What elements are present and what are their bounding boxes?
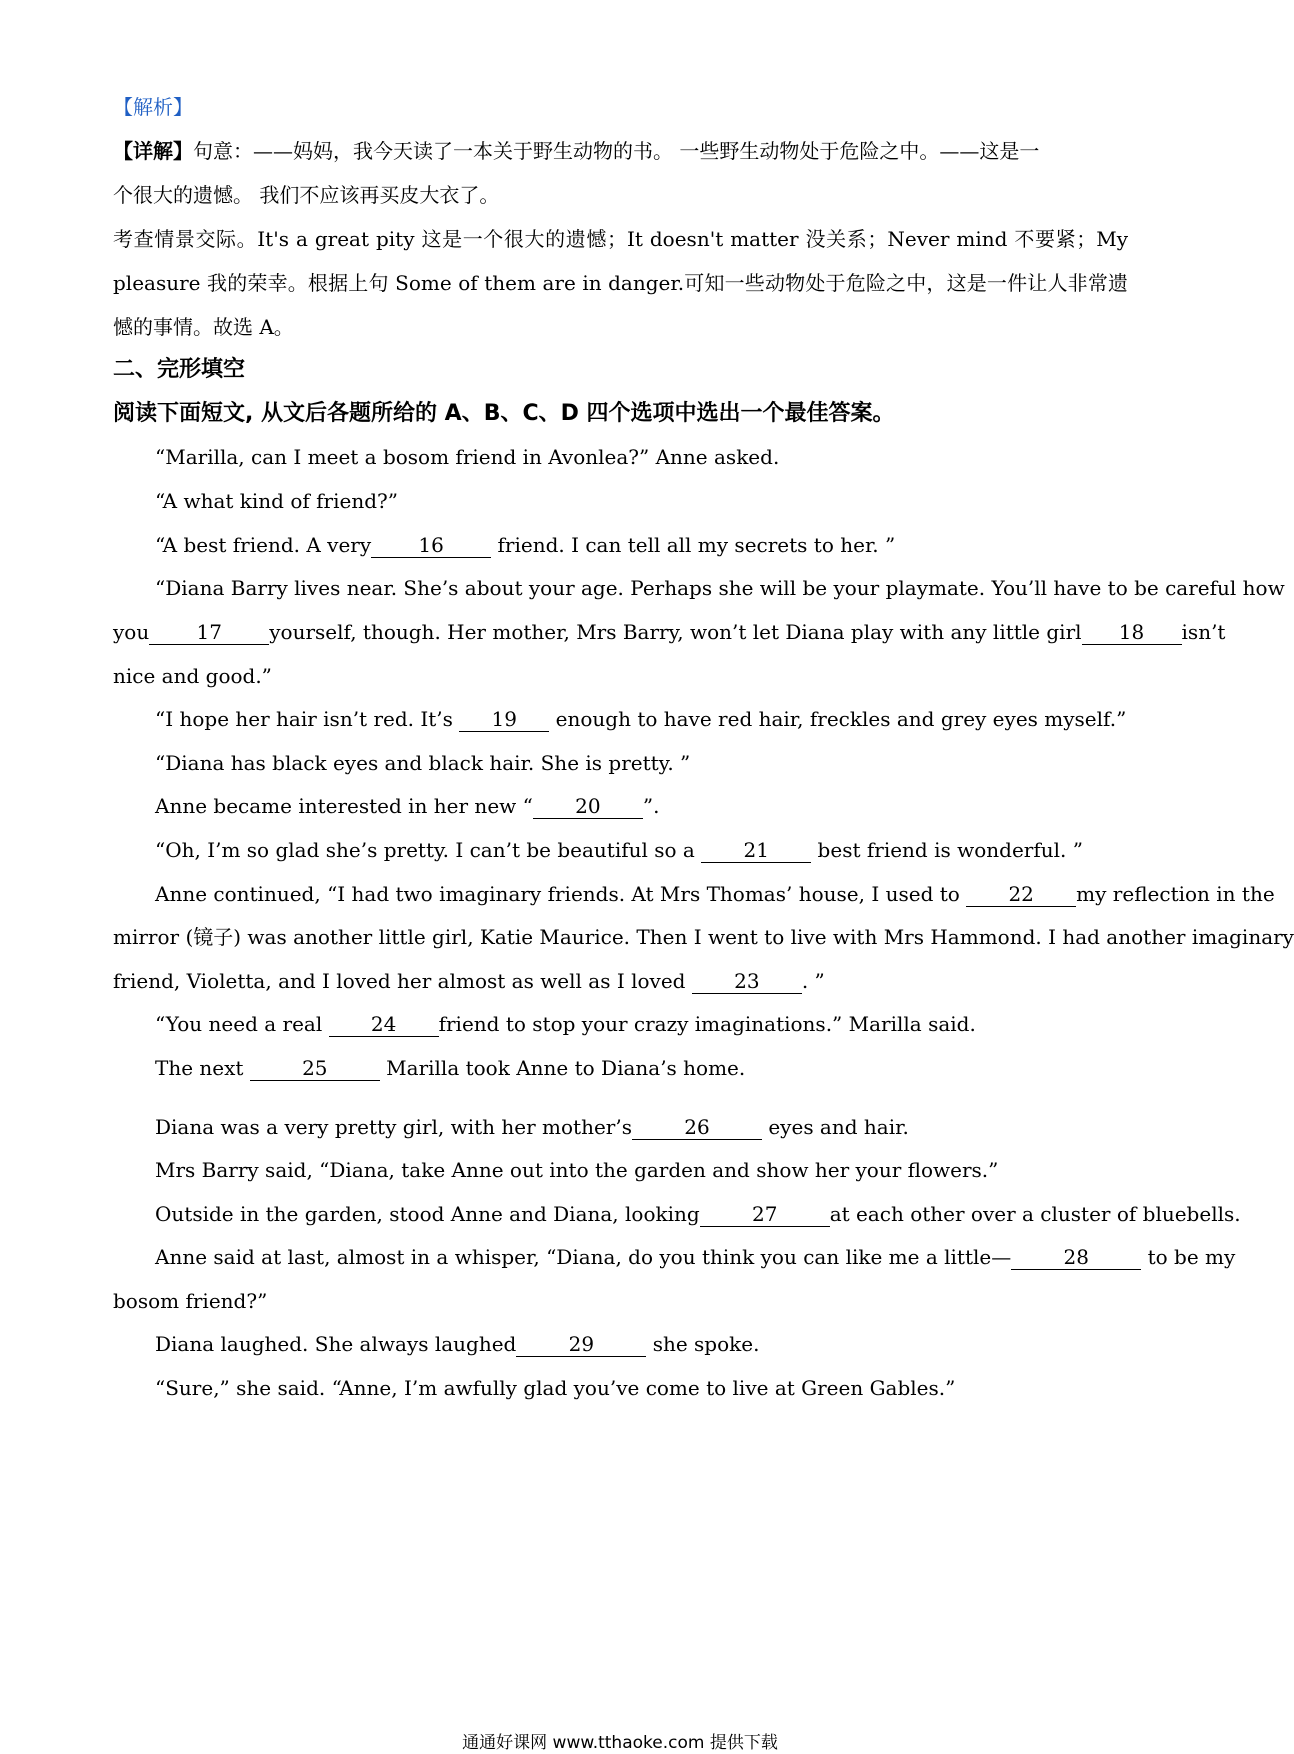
- passage-line-21: [155, 1329, 759, 1359]
- text-segment: “A best friend. A very: [155, 533, 372, 557]
- detail-tag: 【详解】: [113, 139, 193, 163]
- passage-line-4: “Diana Barry lives near. She’s about your age. Perhaps she will be your playmate. You’ll have to be careful how: [155, 576, 1285, 600]
- passage-line-10: [155, 835, 1083, 865]
- explanation-line-1: 考查情景交际。It's a great pity 这是一个很大的遗憾；It doesn't matter 没关系；Never mind 不要紧；My: [113, 227, 1128, 251]
- detail-line-1: [113, 136, 1039, 166]
- passage-line-7: [155, 704, 1126, 734]
- text-segment: Marilla took Anne to Diana’s home.: [379, 1056, 746, 1080]
- passage-line-6: nice and good.”: [113, 664, 272, 688]
- text-segment: Anne continued, “I had two imaginary friends. At Mrs Thomas’ house, I used to: [155, 882, 967, 906]
- passage-line-17: Mrs Barry said, “Diana, take Anne out into the garden and show her your flowers.”: [155, 1158, 999, 1182]
- text-segment: she spoke.: [646, 1332, 760, 1356]
- text-segment: . ”: [801, 969, 825, 993]
- text-segment: enough to have red hair, freckles and grey eyes myself.”: [549, 707, 1127, 731]
- blank-26: 26: [632, 1115, 762, 1140]
- text-segment: Outside in the garden, stood Anne and Diana, looking: [155, 1202, 700, 1226]
- text-segment: eyes and hair.: [761, 1115, 909, 1139]
- explanation-line-2: pleasure 我的荣幸。根据上句 Some of them are in danger.可知一些动物处于危险之中，这是一件让人非常遗: [113, 271, 1128, 295]
- blank-28: 28: [1011, 1245, 1141, 1270]
- passage-line-11: [155, 879, 1275, 909]
- blank-27: 27: [700, 1202, 830, 1227]
- passage-line-14: [155, 1009, 976, 1039]
- passage-line-8: “Diana has black eyes and black hair. She is pretty. ”: [155, 751, 691, 775]
- blank-25: 25: [250, 1056, 380, 1081]
- page-footer: 通通好课网 www.tthaoke.com 提供下载: [462, 1733, 778, 1753]
- text-segment: “Oh, I’m so glad she’s pretty. I can’t be beautiful so a: [155, 838, 702, 862]
- passage-line-20: bosom friend?”: [113, 1289, 268, 1313]
- passage-line-15: [155, 1053, 745, 1083]
- text-segment: ”.: [642, 794, 660, 818]
- blank-22: 22: [966, 882, 1076, 907]
- analysis-tag: 【解析】: [113, 95, 193, 119]
- passage-line-22: “Sure,” she said. “Anne, I’m awfully glad you’ve come to live at Green Gables.”: [155, 1376, 956, 1400]
- text-segment: friend to stop your crazy imaginations.” Marilla said.: [438, 1012, 976, 1036]
- text-segment: you: [113, 620, 150, 644]
- blank-17: 17: [149, 620, 269, 645]
- passage-line-19: [155, 1242, 1235, 1272]
- text-segment: The next: [155, 1056, 250, 1080]
- blank-23: 23: [692, 969, 802, 994]
- text-segment: friend. I can tell all my secrets to her. ”: [491, 533, 896, 557]
- passage-line-5: [113, 617, 1225, 647]
- passage-line-9: [155, 791, 659, 821]
- explanation-line-3: 憾的事情。故选 A。: [113, 315, 294, 339]
- passage-line-3: [155, 530, 895, 560]
- blank-16: 16: [371, 533, 491, 558]
- text-segment: “I hope her hair isn’t red. It’s: [155, 707, 460, 731]
- text-segment: Anne said at last, almost in a whisper, “Diana, do you think you can like me a little—: [155, 1245, 1012, 1269]
- passage-line-1: “Marilla, can I meet a bosom friend in Avonlea?” Anne asked.: [155, 445, 780, 469]
- passage-line-16: [155, 1112, 909, 1142]
- text-segment: Anne became interested in her new “: [155, 794, 533, 818]
- blank-19: 19: [459, 707, 549, 732]
- blank-18: 18: [1082, 620, 1182, 645]
- text-segment: yourself, though. Her mother, Mrs Barry, won’t let Diana play with any little girl: [269, 620, 1082, 644]
- passage-line-13: [113, 966, 825, 996]
- section-instruction: 阅读下面短文, 从文后各题所给的 A、B、C、D 四个选项中选出一个最佳答案。: [113, 401, 895, 426]
- text-segment: isn’t: [1181, 620, 1226, 644]
- text-segment: Diana laughed. She always laughed: [155, 1332, 517, 1356]
- blank-24: 24: [329, 1012, 439, 1037]
- passage-line-2: “A what kind of friend?”: [155, 489, 398, 513]
- text-segment: Diana was a very pretty girl, with her mother’s: [155, 1115, 632, 1139]
- text-segment: friend, Violetta, and I loved her almost as well as I loved: [113, 969, 692, 993]
- text-segment: to be my: [1141, 1245, 1236, 1269]
- detail-line-2: 个很大的遗憾。 我们不应该再买皮大衣了。: [113, 183, 500, 207]
- blank-29: 29: [516, 1332, 646, 1357]
- blank-21: 21: [701, 838, 811, 863]
- text-segment: best friend is wonderful. ”: [811, 838, 1083, 862]
- passage-line-12: mirror (镜子) was another little girl, Katie Maurice. Then I went to live with Mrs Hammond. I had another imaginary: [113, 925, 1294, 949]
- text-segment: “You need a real: [155, 1012, 329, 1036]
- text-segment: my reflection in the: [1076, 882, 1275, 906]
- detail-text-1: 句意：——妈妈，我今天读了一本关于野生动物的书。 一些野生动物处于危险之中。——这是一: [193, 139, 1040, 163]
- section-title: 二、完形填空: [113, 357, 246, 382]
- passage-line-18: [155, 1199, 1241, 1229]
- blank-20: 20: [533, 794, 643, 819]
- text-segment: at each other over a cluster of bluebells.: [829, 1202, 1241, 1226]
